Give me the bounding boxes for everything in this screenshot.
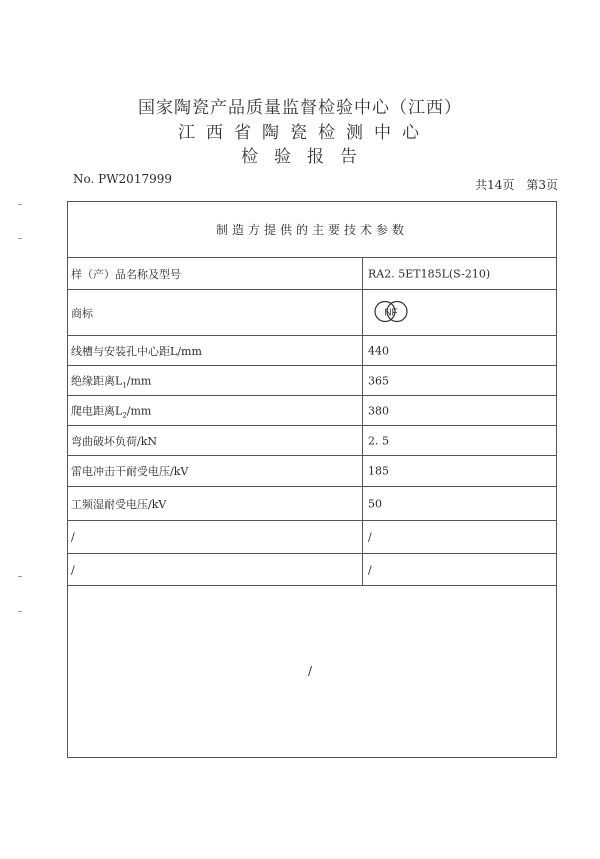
table-row: [68, 456, 556, 487]
table-row: [68, 396, 556, 426]
scan-mark: [18, 238, 22, 239]
report-number: No. PW2017999: [73, 172, 172, 186]
row-label: 绝缘距离$L_1/mm$: [71, 373, 152, 390]
table-row: [68, 366, 556, 396]
row-value: 365: [368, 374, 389, 387]
table-row: [68, 487, 556, 521]
trademark-text: NF: [384, 307, 398, 318]
page-indicator: [475, 176, 558, 193]
blank-section-mark: /: [308, 664, 313, 678]
report-header-line2: 江西省陶瓷检测中心: [178, 123, 430, 143]
table-row: [68, 290, 556, 336]
row-value: 185: [368, 464, 389, 478]
table-row: [68, 554, 556, 586]
row-value: /: [368, 563, 372, 576]
row-value: 50: [368, 497, 382, 510]
row-label: 弯曲破坏负荷/kN: [71, 434, 157, 448]
row-value: RA2. 5ET185L(S-210): [368, 267, 491, 280]
scan-mark: [18, 611, 22, 612]
report-header-line1: 国家陶瓷产品质量监督检验中心（江西）: [138, 98, 462, 118]
row-label: 雷电冲击干耐受电压/kV: [71, 465, 189, 478]
total-pages: 共14页: [475, 178, 515, 192]
row-label: 商标: [71, 306, 93, 320]
nf-logo-icon: [373, 298, 409, 327]
tech-params-table: [67, 201, 557, 758]
row-value: 440: [368, 344, 389, 357]
row-value: 2. 5: [368, 434, 389, 447]
row-label: /: [71, 563, 75, 576]
row-value: /: [368, 530, 372, 544]
row-label: 爬电距离$L_2/mm$: [71, 403, 152, 420]
table-title: 制造方提供的主要技术参数: [68, 202, 556, 258]
current-page: 第3页: [526, 178, 558, 192]
row-label: 工频湿耐受电压/kV: [71, 497, 167, 511]
table-row: [68, 336, 556, 366]
report-header-title: 检验报告: [241, 147, 373, 167]
row-value: 380: [368, 404, 389, 417]
table-row: [68, 426, 556, 456]
table-row: [68, 521, 556, 554]
scan-mark: [18, 204, 22, 205]
row-label: /: [71, 530, 75, 544]
row-label: 样（产）品名称及型号: [71, 267, 181, 281]
row-label: 线槽与安装孔中心距L/mm: [71, 344, 202, 358]
table-row: [68, 258, 556, 290]
scan-mark: [18, 576, 22, 577]
